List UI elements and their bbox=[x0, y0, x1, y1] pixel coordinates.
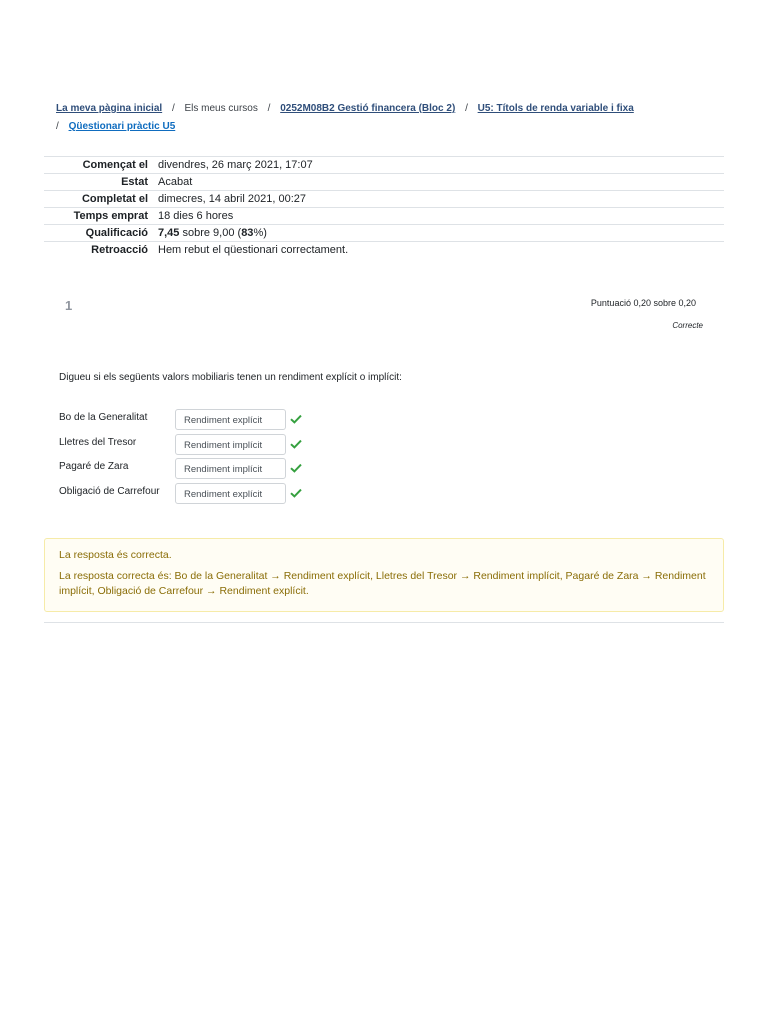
breadcrumb-course-link[interactable]: 0252M08B2 Gestió financera (Bloc 2) bbox=[280, 103, 456, 114]
answer-label: Lletres del Tresor bbox=[59, 436, 137, 448]
question-grade: Puntuació 0,20 sobre 0,20 bbox=[590, 298, 696, 308]
feedback-right-answer: La resposta correcta és: Bo de la Generalitat → Rendiment explícit, Lletres del Tresor → Rendiment implícit, Pagaré de Zara → Rendiment implícit, Obligació de Carrefour → Rendiment explícit. bbox=[59, 570, 706, 597]
grade-middle: sobre 9,00 ( bbox=[179, 227, 242, 239]
check-icon bbox=[290, 488, 302, 498]
summary-value bbox=[158, 225, 724, 242]
summary-label: Temps emprat bbox=[73, 210, 148, 222]
question-number: 1 bbox=[65, 298, 73, 313]
answer-label: Pagaré de Zara bbox=[59, 461, 129, 472]
breadcrumb bbox=[56, 100, 736, 136]
answer-label: Bo de la Generalitat bbox=[59, 412, 148, 423]
question-state: Correcte bbox=[672, 321, 703, 330]
answer-label: Obligació de Carrefour bbox=[59, 485, 160, 497]
summary-label: Retroacció bbox=[91, 244, 148, 257]
breadcrumb-separator: / bbox=[56, 121, 59, 132]
breadcrumb-separator: / bbox=[171, 103, 175, 114]
summary-label: Estat bbox=[121, 176, 148, 188]
summary-label: Qualificació bbox=[85, 227, 148, 239]
summary-value: 18 dies 6 hores bbox=[158, 210, 234, 222]
divider bbox=[44, 622, 724, 623]
summary-row-completed bbox=[44, 191, 724, 208]
answer-select[interactable]: Rendiment explícit bbox=[175, 483, 286, 504]
summary-row-feedback bbox=[44, 242, 724, 259]
breadcrumb-row-2 bbox=[56, 118, 736, 136]
summary-row-time-taken bbox=[44, 208, 724, 225]
check-icon bbox=[290, 439, 302, 449]
summary-value: Acabat bbox=[158, 176, 193, 188]
answer-select[interactable]: Rendiment implícit bbox=[175, 434, 286, 455]
summary-label: Completat el bbox=[81, 193, 148, 205]
summary-row-state bbox=[44, 174, 724, 191]
breadcrumb-unit-link[interactable]: U5: Títols de renda variable i fixa bbox=[477, 103, 634, 114]
breadcrumb-quiz-link[interactable]: Qüestionari pràctic U5 bbox=[68, 121, 176, 132]
summary-value: divendres, 26 març 2021, 17:07 bbox=[158, 159, 313, 171]
breadcrumb-separator: / bbox=[465, 103, 468, 114]
feedback-status: La resposta és correcta. bbox=[59, 549, 172, 561]
grade-percent: 83 bbox=[241, 227, 254, 239]
summary-label: Començat el bbox=[82, 159, 148, 171]
feedback-box bbox=[44, 538, 724, 612]
breadcrumb-my-courses: Els meus cursos bbox=[184, 103, 258, 114]
breadcrumb-home-link[interactable]: La meva pàgina inicial bbox=[56, 103, 163, 114]
question-text: Digueu si els següents valors mobiliaris tenen un rendiment explícit o implícit: bbox=[59, 372, 402, 383]
check-icon bbox=[290, 463, 302, 473]
summary-value: dimecres, 14 abril 2021, 00:27 bbox=[158, 193, 306, 205]
check-icon bbox=[290, 414, 302, 424]
summary-row-started bbox=[44, 157, 724, 174]
grade-end: %) bbox=[253, 227, 267, 239]
grade-score: 7,45 bbox=[158, 227, 180, 239]
answer-select[interactable]: Rendiment explícit bbox=[175, 409, 286, 430]
breadcrumb-separator: / bbox=[267, 103, 271, 114]
summary-value: Hem rebut el qüestionari correctament. bbox=[158, 244, 349, 257]
attempt-summary-table bbox=[44, 156, 724, 259]
answer-select[interactable]: Rendiment implícit bbox=[175, 458, 286, 479]
summary-row-grade bbox=[44, 225, 724, 242]
breadcrumb-row-1 bbox=[56, 100, 736, 118]
